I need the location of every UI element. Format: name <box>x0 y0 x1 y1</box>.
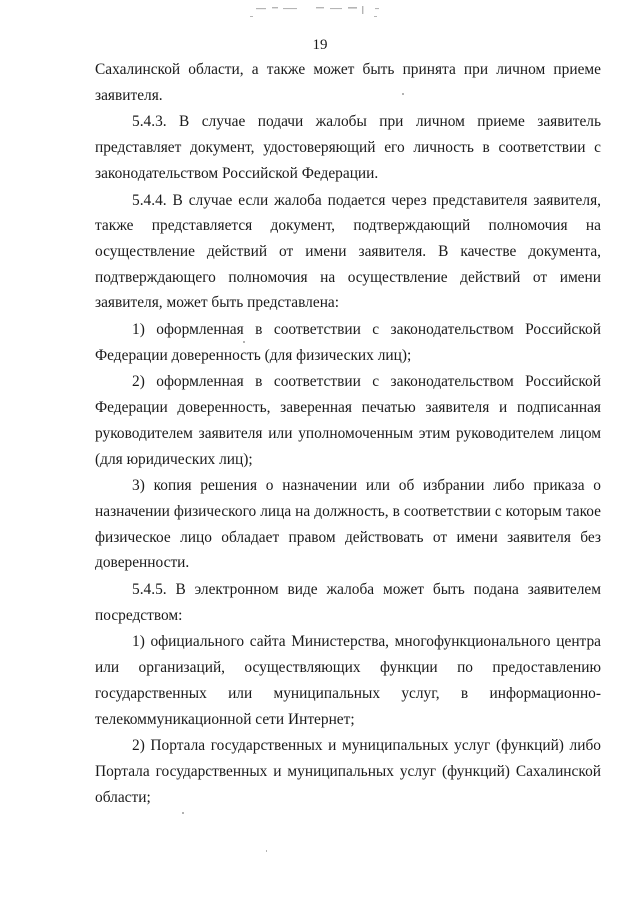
paragraph-continuation: Сахалинской области, а также может быть принята при личном приеме заявителя. <box>95 61 601 104</box>
paragraph-5-4-4: 5.4.4. В случае если жалоба подается через представителя заявителя, также представляется документ, подтверждающий полномочия на осуществление действий от имени заявителя. В качестве документа, подтверждающего полномочия на осуществление действий от имени заявителя, может быть представлена: <box>95 191 601 312</box>
list-item-2-services-portal: 2) Портала государственных и муниципальных услуг (функций) либо Портала государственных и муниципальных услуг (функций) Сахалинской области; <box>95 737 601 806</box>
scan-speck <box>402 93 404 95</box>
document-body <box>95 57 601 810</box>
list-item-3-appointment-decision: 3) копия решения о назначении или об избрании либо приказа о назначении физического лица на должность, в соответствии с которым такое физическое лицо обладает правом действовать от имени заявителя без доверенности. <box>95 477 601 572</box>
scan-speck <box>182 812 184 814</box>
page-number: 19 <box>312 37 328 53</box>
scan-artifact <box>250 2 410 20</box>
list-item-2-legal-entities: 2) оформленная в соответствии с законодательством Российской Федерации доверенность, заверенная печатью заявителя и подписанная руководителем заявителя или уполномоченным этим руководителем лицом (для юридических лиц); <box>95 373 601 468</box>
scan-speck <box>266 850 267 852</box>
paragraph-5-4-3: 5.4.3. В случае подачи жалобы при личном приеме заявитель представляет документ, удостоверяющий его личность в соответствии с законодательством Российской Федерации. <box>95 113 601 182</box>
scan-speck <box>243 341 245 343</box>
list-item-1-official-site: 1) официального сайта Министерства, многофункционального центра или организаций, осуществляющих функции по предоставлению государственных или муниципальных услуг, в информационно-телекоммуникационной сети Интернет; <box>95 633 601 728</box>
list-item-1-individuals: 1) оформленная в соответствии с законодательством Российской Федерации доверенность (для физических лиц); <box>95 321 601 364</box>
paragraph-5-4-5: 5.4.5. В электронном виде жалоба может быть подана заявителем посредством: <box>95 581 601 624</box>
